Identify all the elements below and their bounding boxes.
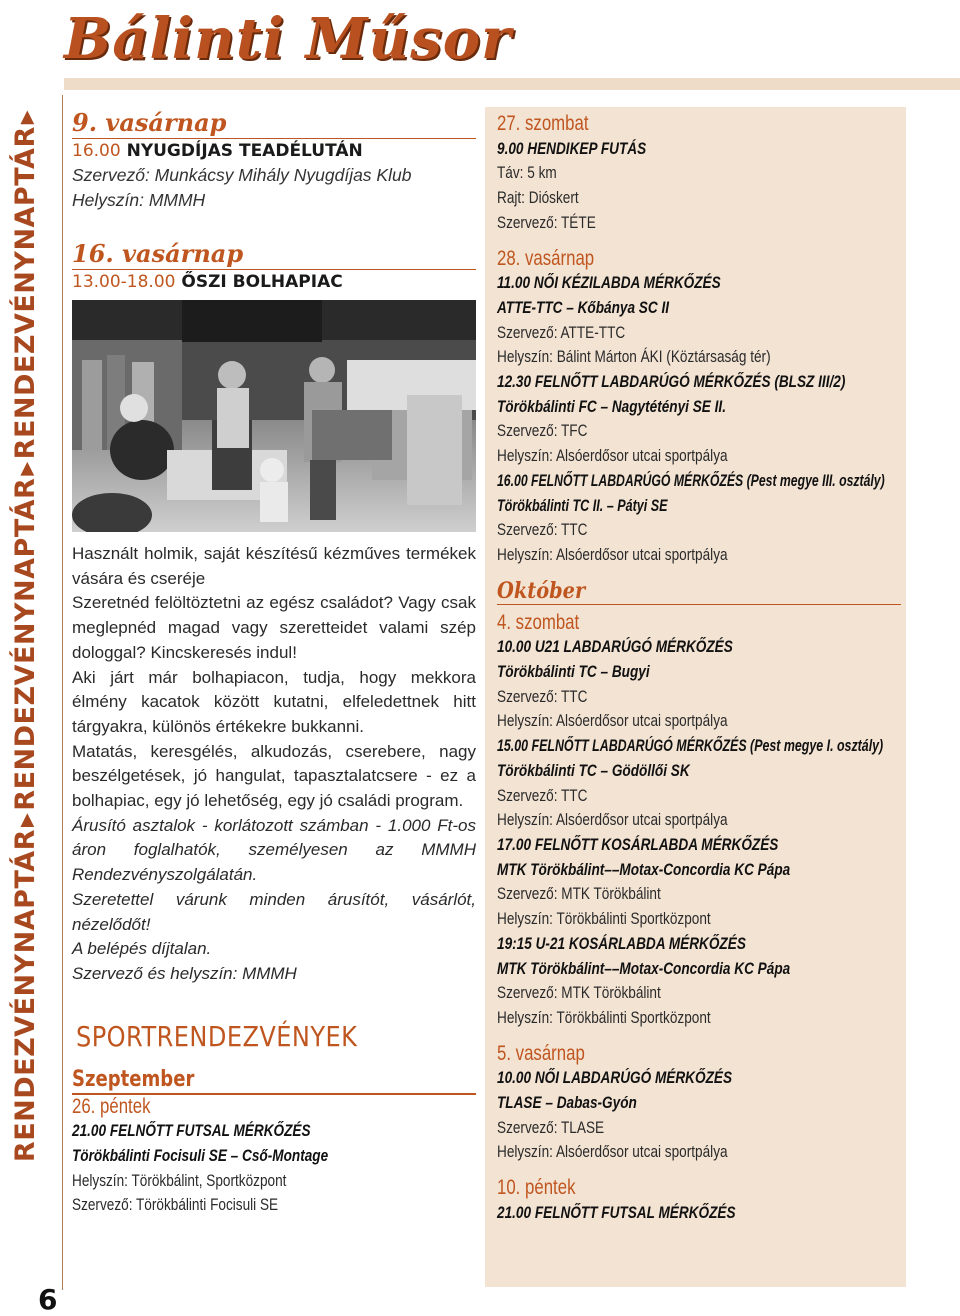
event-venue: Helyszín: Alsóerdősor utcai sportpálya bbox=[497, 810, 728, 830]
event-match: Törökbálinti FC – Nagytétényi SE II. bbox=[497, 396, 726, 416]
event-name: NYUGDÍJAS TEADÉLUTÁN bbox=[126, 141, 363, 161]
body-italic: Szeretettel várunk minden árusítót, vásárlót, nézelődőt! bbox=[72, 889, 476, 934]
event-title bbox=[497, 469, 885, 494]
event-organizer: Szervező: TTC bbox=[497, 520, 588, 540]
vertical-label-segment: RENDEZVÉNYNAPTÁR bbox=[10, 829, 41, 1163]
event-time: 12.30 bbox=[497, 372, 532, 392]
day-heading: 16. vasárnap bbox=[72, 239, 476, 270]
vertical-label-segment: RENDEZVÉNYNAPTÁR bbox=[10, 126, 41, 460]
event-venue: Helyszín: Törökbálint, Sportközpont bbox=[72, 1170, 287, 1190]
event-time: 21.00 bbox=[497, 1202, 532, 1222]
event-name: FELNŐTT LABDARÚGÓ MÉRKŐZÉS (BLSZ III/2) bbox=[534, 372, 846, 392]
event-name: FELNŐTT FUTSAL MÉRKŐZÉS bbox=[534, 1202, 736, 1222]
event-time: 19:15 bbox=[497, 933, 532, 953]
event-name: FELNŐTT LABDARÚGÓ MÉRKŐZÉS (Pest megye I. osztály) bbox=[531, 736, 884, 756]
body-italic: Árusító asztalok - korlátozott számban - 1.000 Ft-os áron foglalhatók, személyesen az MMMH Rendezvényszolgálatán. bbox=[72, 815, 476, 885]
left-column bbox=[72, 108, 476, 1218]
day-heading: 10. péntek bbox=[497, 1176, 576, 1200]
event-venue: Helyszín: Törökbálinti Sportközpont bbox=[497, 909, 711, 929]
right-column bbox=[497, 112, 901, 1226]
triangle-icon: ▶ bbox=[15, 812, 37, 828]
divider bbox=[62, 95, 63, 1290]
event-match: Törökbálinti TC – Gödöllői SK bbox=[497, 760, 690, 780]
event-venue: Helyszín: Bálint Márton ÁKI (Köztársaság tér) bbox=[497, 347, 771, 367]
event-time: 13.00-18.00 bbox=[72, 272, 176, 292]
event-organizer: Szervező: TLASE bbox=[497, 1117, 605, 1137]
event-title bbox=[497, 271, 820, 296]
event-organizer: Szervező: ATTE-TTC bbox=[497, 322, 626, 342]
event-venue: Helyszín: Alsóerdősor utcai sportpálya bbox=[497, 544, 728, 564]
title-underline-bar bbox=[64, 78, 960, 90]
day-heading: 5. vasárnap bbox=[497, 1041, 585, 1065]
vertical-calendar-label bbox=[6, 0, 46, 1275]
event-match: Törökbálinti Focisuli SE – Cső-Montage bbox=[72, 1146, 329, 1166]
event-name: ŐSZI BOLHAPIAC bbox=[181, 272, 343, 292]
event-time: 11.00 bbox=[497, 273, 531, 293]
page-title: Bálinti Műsor bbox=[64, 6, 512, 72]
body-italic: Szervező és helyszín: MMMH bbox=[72, 963, 297, 983]
month-heading-text: Október bbox=[497, 577, 586, 604]
event-organizer: Szervező: MTK Törökbálint bbox=[497, 983, 661, 1003]
event-title bbox=[497, 833, 820, 858]
event-time: 16.00 bbox=[72, 141, 121, 161]
day-heading: 27. szombat bbox=[497, 112, 589, 135]
event-organizer: Szervező: TTC bbox=[497, 686, 588, 706]
event-title bbox=[497, 932, 820, 957]
event-venue: Helyszín: Alsóerdősor utcai sportpálya bbox=[497, 446, 728, 466]
month-heading bbox=[497, 578, 901, 605]
event-title bbox=[497, 1201, 820, 1226]
event-time: 10.00 bbox=[497, 637, 532, 657]
flea-market-photo bbox=[72, 300, 476, 532]
event-venue: Helyszín: Törökbálinti Sportközpont bbox=[497, 1007, 711, 1027]
event-organizer: Szervező: TTC bbox=[497, 785, 588, 805]
event-time: 10.00 bbox=[497, 1068, 532, 1088]
event-time: 21.00 bbox=[72, 1121, 107, 1141]
body-italic: A belépés díjtalan. bbox=[72, 939, 212, 959]
day-heading: 28. vasárnap bbox=[497, 246, 595, 270]
section-heading: SPORTRENDEZVÉNYEK bbox=[76, 1019, 358, 1053]
photo-image bbox=[72, 300, 476, 532]
month-heading bbox=[72, 1067, 476, 1095]
event-match: MTK Törökbálint––Motax-Concordia KC Pápa bbox=[497, 859, 791, 879]
event-title bbox=[497, 137, 820, 162]
event-name: FELNŐTT LABDARÚGÓ MÉRKŐZÉS (Pest megye III. osztály) bbox=[531, 470, 885, 490]
event-organizer: Szervező: Törökbálinti Focisuli SE bbox=[72, 1195, 279, 1215]
event-time: 17.00 bbox=[497, 834, 532, 854]
event-detail: Rajt: Dióskert bbox=[497, 188, 579, 208]
month-heading-text: Szeptember bbox=[72, 1066, 195, 1092]
event-name: HENDIKEP FUTÁS bbox=[527, 138, 647, 158]
triangle-icon: ▶ bbox=[15, 461, 37, 476]
event-time: 9.00 bbox=[497, 138, 524, 158]
event-name: NŐI LABDARÚGÓ MÉRKŐZÉS bbox=[534, 1068, 733, 1088]
body-paragraph: Matatás, keresgélés, alkudozás, cserebere, nagy beszélgetések, jó hangulat, tapasztalatcsere - ez a bolhapiac, egy jó lehetőség, egy jó családi program. bbox=[72, 741, 476, 811]
event-match: Törökbálinti TC II. – Pátyi SE bbox=[497, 495, 668, 515]
event-match: TLASE – Dabas-Gyón bbox=[497, 1093, 637, 1113]
event-title bbox=[72, 1119, 395, 1144]
vertical-label-segment: RENDEZVÉNYNAPTÁR bbox=[10, 477, 41, 811]
event-organizer: Szervező: TFC bbox=[497, 421, 588, 441]
event-title bbox=[72, 270, 476, 294]
event-venue: Helyszín: Alsóerdősor utcai sportpálya bbox=[497, 711, 728, 731]
day-heading: 4. szombat bbox=[497, 610, 580, 634]
event-match: ATTE-TTC – Kőbánya SC II bbox=[497, 297, 670, 317]
day-heading: 9. vasárnap bbox=[72, 108, 476, 139]
triangle-icon: ▶ bbox=[15, 109, 37, 125]
event-detail: Táv: 5 km bbox=[497, 163, 557, 183]
event-venue: Helyszín: MMMH bbox=[72, 190, 206, 210]
event-match: MTK Törökbálint––Motax-Concordia KC Pápa bbox=[497, 958, 791, 978]
day-heading: 26. péntek bbox=[72, 1094, 151, 1118]
event-title bbox=[497, 734, 884, 759]
page-number: 6 bbox=[38, 1283, 58, 1316]
event-title bbox=[497, 1066, 820, 1091]
event-name: FELNŐTT FUTSAL MÉRKŐZÉS bbox=[109, 1121, 311, 1141]
event-organizer: Szervező: TÉTE bbox=[497, 212, 596, 232]
body-paragraph: Aki járt már bolhapiacon, tudja, hogy mekkora élmény kacatok között kutatni, elfeledettnek hitt tárgyakra, különös értékekre bukkanni. bbox=[72, 667, 476, 736]
body-paragraph: Szeretnéd felöltöztetni az egész családot? Vagy csak meglepnéd magad vagy szeretteidet valami szép dologgal? Kincskeresés indul! bbox=[72, 593, 476, 662]
event-venue: Helyszín: Alsóerdősor utcai sportpálya bbox=[497, 1142, 728, 1162]
vertical-strip bbox=[0, 0, 58, 1316]
event-name: FELNŐTT KOSÁRLABDA MÉRKŐZÉS bbox=[534, 834, 779, 854]
event-name: U21 LABDARÚGÓ MÉRKŐZÉS bbox=[534, 637, 733, 657]
event-time: 16.00 bbox=[497, 470, 528, 490]
event-match: Törökbálinti TC – Bugyi bbox=[497, 662, 650, 682]
event-name: NŐI KÉZILABDA MÉRKŐZÉS bbox=[533, 273, 721, 293]
event-title bbox=[497, 635, 820, 660]
event-name: U-21 KOSÁRLABDA MÉRKŐZÉS bbox=[535, 933, 746, 953]
event-title bbox=[72, 139, 476, 163]
event-time: 15.00 bbox=[497, 736, 529, 756]
event-organizer: Szervező: Munkácsy Mihály Nyugdíjas Klub bbox=[72, 165, 412, 185]
body-paragraph: Használt holmik, saját készítésű kézműves termékek vására és cseréje bbox=[72, 544, 476, 588]
event-title bbox=[497, 370, 846, 395]
event-organizer: Szervező: MTK Törökbálint bbox=[497, 884, 661, 904]
